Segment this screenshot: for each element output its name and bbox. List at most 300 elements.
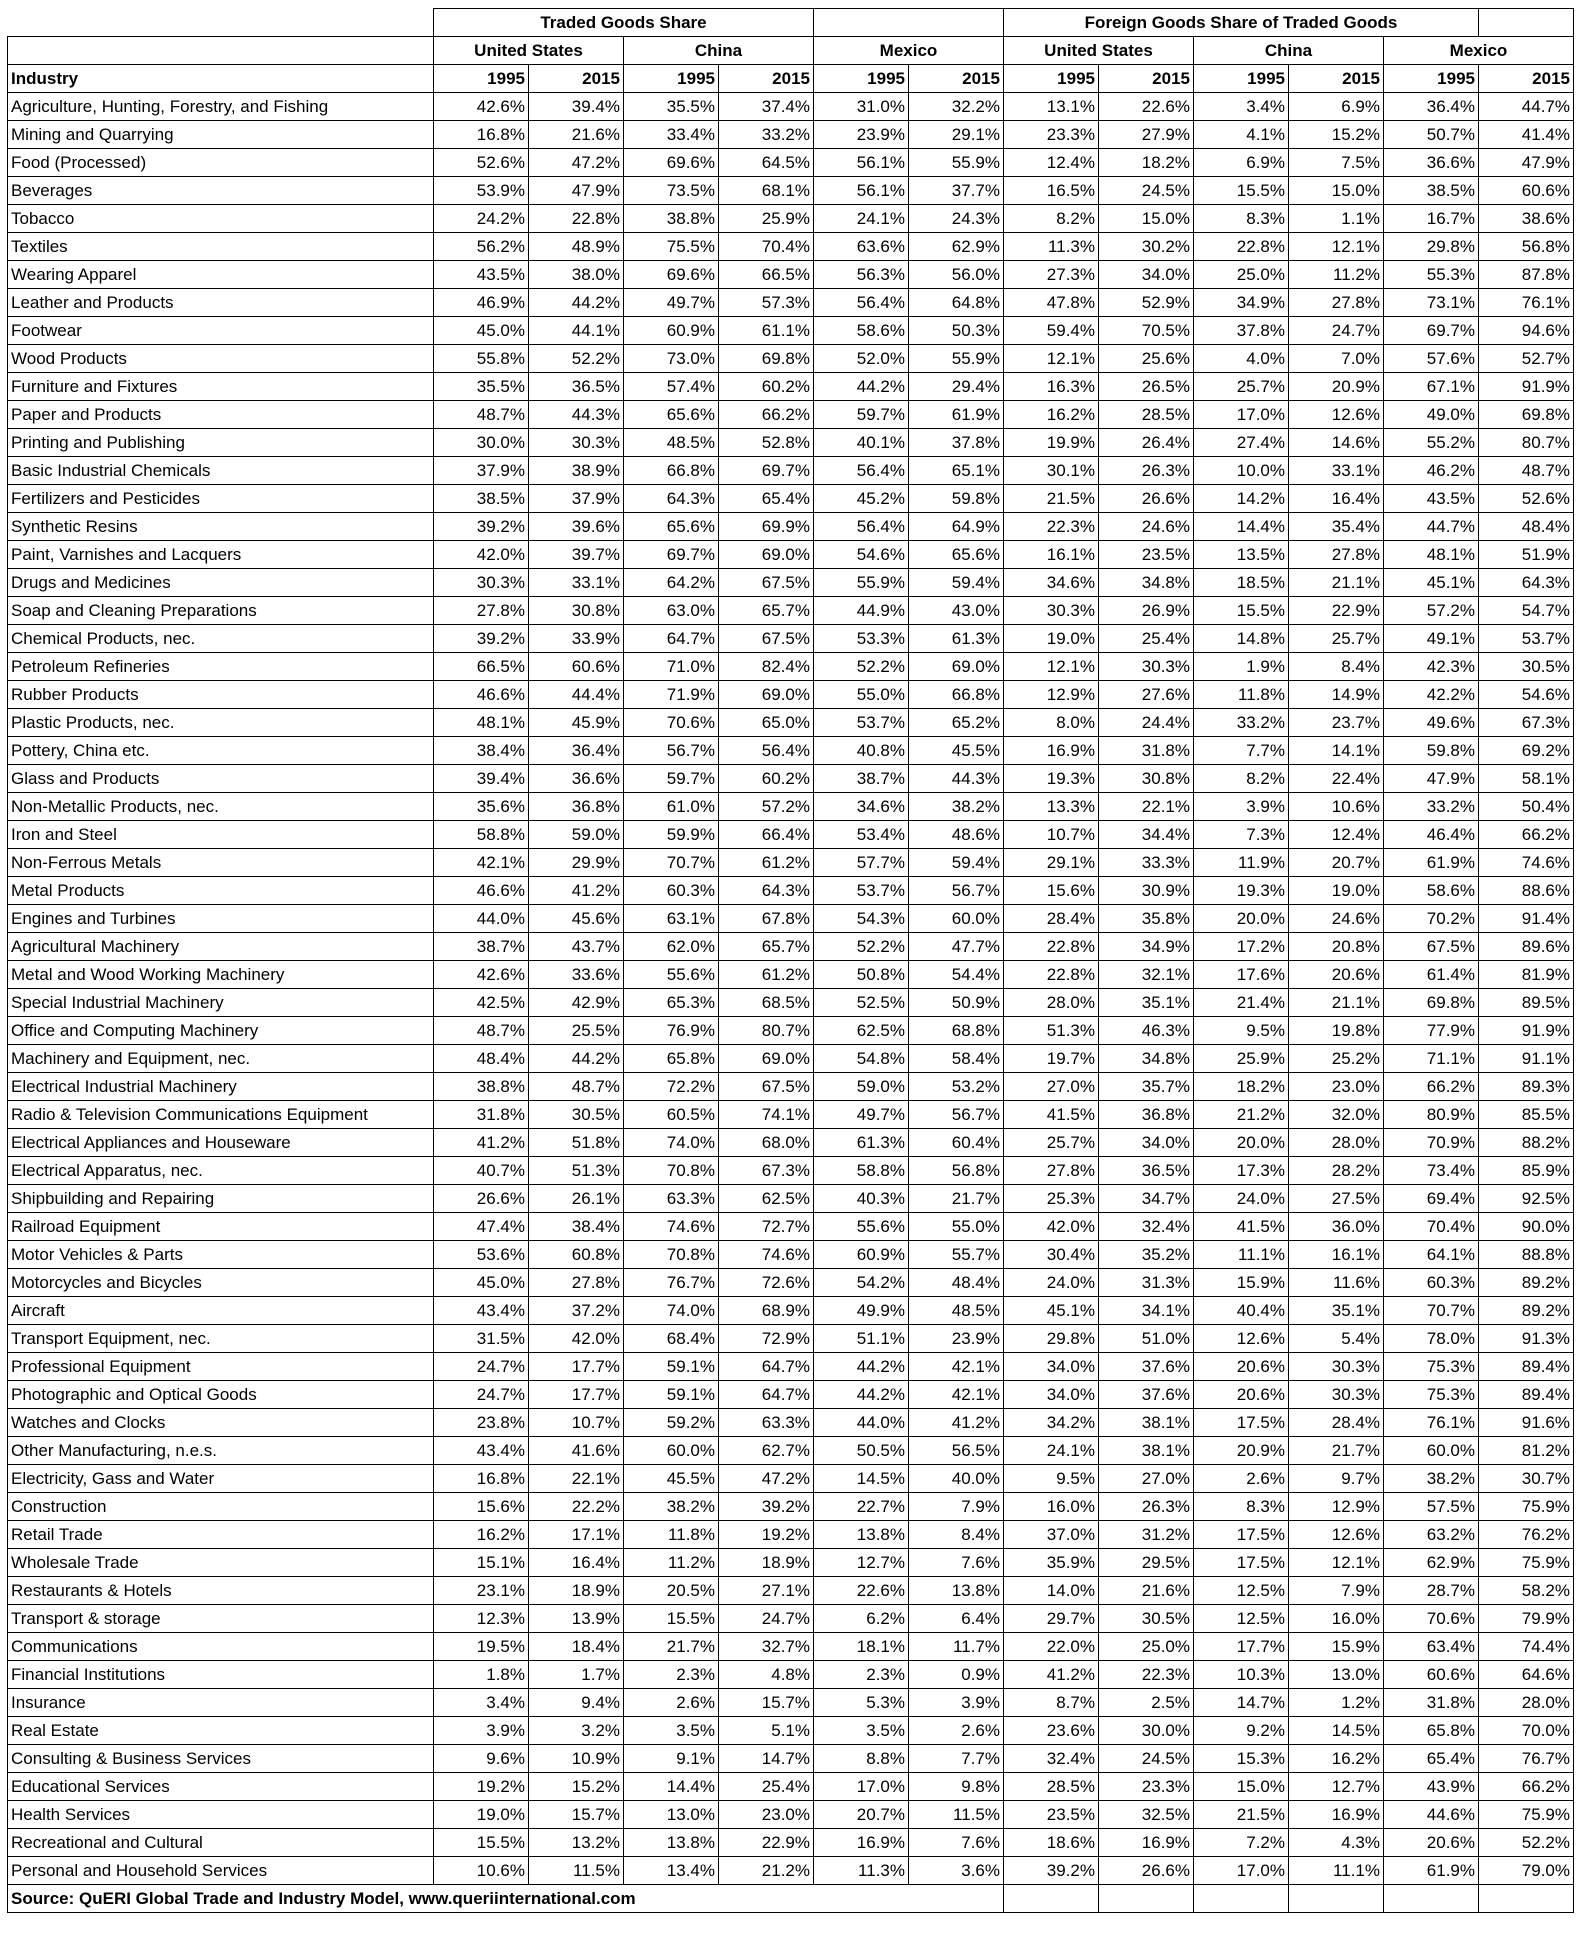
value-cell: 3.2%	[529, 1717, 624, 1745]
value-cell: 25.2%	[1289, 1045, 1384, 1073]
value-cell: 8.2%	[1004, 205, 1099, 233]
value-cell: 22.8%	[529, 205, 624, 233]
value-cell: 19.9%	[1004, 429, 1099, 457]
value-cell: 18.5%	[1194, 569, 1289, 597]
industry-cell: Beverages	[8, 177, 434, 205]
value-cell: 47.8%	[1004, 289, 1099, 317]
table-row	[8, 541, 1574, 569]
value-cell: 21.1%	[1289, 989, 1384, 1017]
value-cell: 91.3%	[1479, 1325, 1574, 1353]
value-cell: 29.8%	[1004, 1325, 1099, 1353]
value-cell: 15.9%	[1194, 1269, 1289, 1297]
value-cell: 35.9%	[1004, 1549, 1099, 1577]
value-cell: 26.5%	[1099, 373, 1194, 401]
value-cell: 31.2%	[1099, 1521, 1194, 1549]
value-cell: 20.0%	[1194, 1129, 1289, 1157]
value-cell: 76.2%	[1479, 1521, 1574, 1549]
value-cell: 49.0%	[1384, 401, 1479, 429]
value-cell: 57.7%	[814, 849, 909, 877]
value-cell: 8.2%	[1194, 765, 1289, 793]
value-cell: 58.8%	[814, 1157, 909, 1185]
value-cell: 61.4%	[1384, 961, 1479, 989]
value-cell: 44.2%	[529, 289, 624, 317]
value-cell: 14.8%	[1194, 625, 1289, 653]
value-cell: 48.4%	[434, 1045, 529, 1073]
industry-cell: Wood Products	[8, 345, 434, 373]
value-cell: 15.5%	[1194, 177, 1289, 205]
value-cell: 10.6%	[434, 1857, 529, 1885]
value-cell: 80.7%	[719, 1017, 814, 1045]
value-cell: 75.9%	[1479, 1549, 1574, 1577]
value-cell: 22.3%	[1099, 1661, 1194, 1689]
value-cell: 22.7%	[814, 1493, 909, 1521]
value-cell: 17.3%	[1194, 1157, 1289, 1185]
value-cell: 64.7%	[719, 1381, 814, 1409]
value-cell: 2.3%	[814, 1661, 909, 1689]
table-row	[8, 1045, 1574, 1073]
industry-cell: Transport & storage	[8, 1605, 434, 1633]
table-row	[8, 373, 1574, 401]
value-cell: 55.3%	[1384, 261, 1479, 289]
value-cell: 37.9%	[434, 457, 529, 485]
value-cell: 29.1%	[909, 121, 1004, 149]
value-cell: 52.7%	[1479, 345, 1574, 373]
value-cell: 20.9%	[1289, 373, 1384, 401]
value-cell: 65.1%	[909, 457, 1004, 485]
value-cell: 35.5%	[624, 93, 719, 121]
value-cell: 61.9%	[1384, 849, 1479, 877]
value-cell: 67.5%	[719, 1073, 814, 1101]
value-cell: 8.7%	[1004, 1689, 1099, 1717]
value-cell: 30.8%	[1099, 765, 1194, 793]
value-cell: 6.9%	[1289, 93, 1384, 121]
value-cell: 55.9%	[909, 345, 1004, 373]
value-cell: 44.2%	[529, 1045, 624, 1073]
value-cell: 73.1%	[1384, 289, 1479, 317]
value-cell: 55.9%	[909, 149, 1004, 177]
value-cell: 67.8%	[719, 905, 814, 933]
value-cell: 24.7%	[434, 1353, 529, 1381]
source-row-cell	[1004, 1885, 1099, 1913]
value-cell: 17.2%	[1194, 933, 1289, 961]
value-cell: 59.1%	[624, 1353, 719, 1381]
value-cell: 17.0%	[814, 1773, 909, 1801]
value-cell: 48.4%	[1479, 513, 1574, 541]
value-cell: 44.2%	[814, 1381, 909, 1409]
value-cell: 61.2%	[719, 849, 814, 877]
industry-cell: Petroleum Refineries	[8, 653, 434, 681]
value-cell: 66.2%	[1384, 1073, 1479, 1101]
value-cell: 69.7%	[719, 457, 814, 485]
value-cell: 23.3%	[1099, 1773, 1194, 1801]
value-cell: 46.2%	[1384, 457, 1479, 485]
value-cell: 7.0%	[1289, 345, 1384, 373]
value-cell: 62.9%	[1384, 1549, 1479, 1577]
value-cell: 11.7%	[909, 1633, 1004, 1661]
value-cell: 48.1%	[434, 709, 529, 737]
value-cell: 70.4%	[719, 233, 814, 261]
value-cell: 12.1%	[1289, 233, 1384, 261]
value-cell: 17.6%	[1194, 961, 1289, 989]
industry-cell: Iron and Steel	[8, 821, 434, 849]
value-cell: 80.9%	[1384, 1101, 1479, 1129]
value-cell: 18.9%	[529, 1577, 624, 1605]
value-cell: 2.6%	[1194, 1465, 1289, 1493]
value-cell: 30.5%	[1479, 653, 1574, 681]
industry-cell: Footwear	[8, 317, 434, 345]
value-cell: 15.6%	[1004, 877, 1099, 905]
value-cell: 18.6%	[1004, 1829, 1099, 1857]
table-row	[8, 1437, 1574, 1465]
industry-cell: Glass and Products	[8, 765, 434, 793]
value-cell: 58.6%	[1384, 877, 1479, 905]
value-cell: 12.4%	[1004, 149, 1099, 177]
value-cell: 12.6%	[1194, 1325, 1289, 1353]
value-cell: 46.4%	[1384, 821, 1479, 849]
value-cell: 22.8%	[1004, 933, 1099, 961]
value-cell: 36.8%	[1099, 1101, 1194, 1129]
value-cell: 69.4%	[1384, 1185, 1479, 1213]
value-cell: 9.4%	[529, 1689, 624, 1717]
value-cell: 44.4%	[529, 681, 624, 709]
value-cell: 69.8%	[1384, 989, 1479, 1017]
value-cell: 69.0%	[719, 541, 814, 569]
value-cell: 38.9%	[529, 457, 624, 485]
value-cell: 23.1%	[434, 1577, 529, 1605]
industry-cell: Furniture and Fixtures	[8, 373, 434, 401]
value-cell: 9.1%	[624, 1745, 719, 1773]
value-cell: 52.5%	[814, 989, 909, 1017]
value-cell: 7.6%	[909, 1549, 1004, 1577]
value-cell: 85.5%	[1479, 1101, 1574, 1129]
value-cell: 28.4%	[1289, 1409, 1384, 1437]
value-cell: 56.7%	[909, 1101, 1004, 1129]
value-cell: 19.3%	[1004, 765, 1099, 793]
value-cell: 60.9%	[814, 1241, 909, 1269]
source-row-cell	[1384, 1885, 1479, 1913]
value-cell: 44.0%	[814, 1409, 909, 1437]
value-cell: 2.5%	[1099, 1689, 1194, 1717]
value-cell: 29.7%	[1004, 1605, 1099, 1633]
table-row	[8, 1185, 1574, 1213]
value-cell: 60.6%	[1384, 1661, 1479, 1689]
industry-cell: Leather and Products	[8, 289, 434, 317]
value-cell: 23.8%	[434, 1409, 529, 1437]
value-cell: 16.0%	[1289, 1605, 1384, 1633]
value-cell: 19.0%	[434, 1801, 529, 1829]
industry-cell: Textiles	[8, 233, 434, 261]
table-row	[8, 1409, 1574, 1437]
value-cell: 30.3%	[1099, 653, 1194, 681]
value-cell: 27.6%	[1099, 681, 1194, 709]
value-cell: 22.4%	[1289, 765, 1384, 793]
value-cell: 10.7%	[529, 1409, 624, 1437]
industry-cell: Soap and Cleaning Preparations	[8, 597, 434, 625]
value-cell: 39.2%	[434, 625, 529, 653]
value-cell: 42.6%	[434, 93, 529, 121]
value-cell: 1.2%	[1289, 1689, 1384, 1717]
value-cell: 41.2%	[1004, 1661, 1099, 1689]
value-cell: 15.0%	[1289, 177, 1384, 205]
value-cell: 32.4%	[1004, 1745, 1099, 1773]
value-cell: 36.5%	[1099, 1157, 1194, 1185]
value-cell: 49.7%	[624, 289, 719, 317]
value-cell: 28.0%	[1289, 1129, 1384, 1157]
value-cell: 69.7%	[624, 541, 719, 569]
value-cell: 64.2%	[624, 569, 719, 597]
value-cell: 29.9%	[529, 849, 624, 877]
industry-cell: Tobacco	[8, 205, 434, 233]
value-cell: 67.5%	[1384, 933, 1479, 961]
table-row	[8, 261, 1574, 289]
value-cell: 24.1%	[1004, 1437, 1099, 1465]
value-cell: 38.6%	[1479, 205, 1574, 233]
value-cell: 53.9%	[434, 177, 529, 205]
value-cell: 89.4%	[1479, 1353, 1574, 1381]
value-cell: 44.9%	[814, 597, 909, 625]
value-cell: 26.3%	[1099, 1493, 1194, 1521]
value-cell: 21.5%	[1194, 1801, 1289, 1829]
value-cell: 65.4%	[719, 485, 814, 513]
value-cell: 46.6%	[434, 681, 529, 709]
industry-cell: Shipbuilding and Repairing	[8, 1185, 434, 1213]
year-header: 1995	[1384, 65, 1479, 93]
industry-cell: Fertilizers and Pesticides	[8, 485, 434, 513]
value-cell: 36.0%	[1289, 1213, 1384, 1241]
value-cell: 65.0%	[719, 709, 814, 737]
value-cell: 20.7%	[1289, 849, 1384, 877]
value-cell: 17.1%	[529, 1521, 624, 1549]
value-cell: 54.7%	[1479, 597, 1574, 625]
value-cell: 50.5%	[814, 1437, 909, 1465]
value-cell: 12.7%	[1289, 1773, 1384, 1801]
value-cell: 59.9%	[624, 821, 719, 849]
source-row-cell	[1194, 1885, 1289, 1913]
value-cell: 16.9%	[814, 1829, 909, 1857]
value-cell: 22.9%	[1289, 597, 1384, 625]
table-row	[8, 1129, 1574, 1157]
value-cell: 64.1%	[1384, 1241, 1479, 1269]
value-cell: 43.5%	[1384, 485, 1479, 513]
table-row	[8, 1465, 1574, 1493]
table-row	[8, 1549, 1574, 1577]
value-cell: 40.0%	[909, 1465, 1004, 1493]
value-cell: 14.7%	[719, 1745, 814, 1773]
value-cell: 76.1%	[1479, 289, 1574, 317]
value-cell: 33.3%	[1099, 849, 1194, 877]
value-cell: 57.6%	[1384, 345, 1479, 373]
value-cell: 56.0%	[909, 261, 1004, 289]
value-cell: 8.0%	[1004, 709, 1099, 737]
value-cell: 57.4%	[624, 373, 719, 401]
value-cell: 10.0%	[1194, 457, 1289, 485]
industry-cell: Aircraft	[8, 1297, 434, 1325]
value-cell: 24.7%	[434, 1381, 529, 1409]
industry-cell: Basic Industrial Chemicals	[8, 457, 434, 485]
value-cell: 17.7%	[1194, 1633, 1289, 1661]
value-cell: 65.7%	[719, 933, 814, 961]
value-cell: 66.2%	[719, 401, 814, 429]
value-cell: 66.2%	[1479, 821, 1574, 849]
value-cell: 23.0%	[719, 1801, 814, 1829]
value-cell: 38.8%	[434, 1073, 529, 1101]
value-cell: 27.8%	[1289, 289, 1384, 317]
value-cell: 20.6%	[1384, 1829, 1479, 1857]
value-cell: 48.6%	[909, 821, 1004, 849]
country-header-row	[8, 37, 1574, 65]
table-row	[8, 1493, 1574, 1521]
value-cell: 16.9%	[1004, 737, 1099, 765]
value-cell: 36.6%	[1384, 149, 1479, 177]
value-cell: 33.9%	[529, 625, 624, 653]
value-cell: 3.9%	[1194, 793, 1289, 821]
value-cell: 39.7%	[529, 541, 624, 569]
value-cell: 90.0%	[1479, 1213, 1574, 1241]
value-cell: 34.9%	[1194, 289, 1289, 317]
value-cell: 63.1%	[624, 905, 719, 933]
value-cell: 46.9%	[434, 289, 529, 317]
value-cell: 60.6%	[1479, 177, 1574, 205]
value-cell: 63.0%	[624, 597, 719, 625]
value-cell: 16.3%	[1004, 373, 1099, 401]
value-cell: 60.2%	[719, 765, 814, 793]
value-cell: 26.6%	[1099, 1857, 1194, 1885]
value-cell: 29.8%	[1384, 233, 1479, 261]
value-cell: 6.9%	[1194, 149, 1289, 177]
value-cell: 48.4%	[909, 1269, 1004, 1297]
value-cell: 54.2%	[814, 1269, 909, 1297]
value-cell: 38.8%	[624, 205, 719, 233]
value-cell: 5.1%	[719, 1717, 814, 1745]
value-cell: 68.4%	[624, 1325, 719, 1353]
value-cell: 43.0%	[909, 597, 1004, 625]
industry-cell: Real Estate	[8, 1717, 434, 1745]
value-cell: 22.3%	[1004, 513, 1099, 541]
value-cell: 63.2%	[1384, 1521, 1479, 1549]
industry-cell: Professional Equipment	[8, 1353, 434, 1381]
value-cell: 20.6%	[1289, 961, 1384, 989]
value-cell: 89.3%	[1479, 1073, 1574, 1101]
value-cell: 74.4%	[1479, 1633, 1574, 1661]
value-cell: 64.9%	[909, 513, 1004, 541]
value-cell: 69.8%	[1479, 401, 1574, 429]
value-cell: 26.9%	[1099, 597, 1194, 625]
value-cell: 17.5%	[1194, 1409, 1289, 1437]
value-cell: 11.6%	[1289, 1269, 1384, 1297]
value-cell: 60.3%	[624, 877, 719, 905]
industry-cell: Railroad Equipment	[8, 1213, 434, 1241]
value-cell: 47.9%	[529, 177, 624, 205]
value-cell: 52.8%	[719, 429, 814, 457]
value-cell: 44.3%	[529, 401, 624, 429]
value-cell: 33.4%	[624, 121, 719, 149]
value-cell: 69.7%	[1384, 317, 1479, 345]
table-row	[8, 1829, 1574, 1857]
value-cell: 45.0%	[434, 317, 529, 345]
year-header-row	[8, 65, 1574, 93]
table-row	[8, 849, 1574, 877]
value-cell: 10.7%	[1004, 821, 1099, 849]
value-cell: 30.7%	[1479, 1465, 1574, 1493]
value-cell: 24.0%	[1194, 1185, 1289, 1213]
value-cell: 28.2%	[1289, 1157, 1384, 1185]
value-cell: 52.9%	[1099, 289, 1194, 317]
value-cell: 22.8%	[1004, 961, 1099, 989]
value-cell: 20.5%	[624, 1577, 719, 1605]
value-cell: 9.5%	[1194, 1017, 1289, 1045]
table-row	[8, 933, 1574, 961]
industry-cell: Communications	[8, 1633, 434, 1661]
value-cell: 20.0%	[1194, 905, 1289, 933]
value-cell: 79.0%	[1479, 1857, 1574, 1885]
value-cell: 8.3%	[1194, 205, 1289, 233]
table-row	[8, 1633, 1574, 1661]
value-cell: 69.6%	[624, 261, 719, 289]
value-cell: 50.7%	[1384, 121, 1479, 149]
value-cell: 64.7%	[719, 1353, 814, 1381]
value-cell: 72.7%	[719, 1213, 814, 1241]
value-cell: 69.0%	[909, 653, 1004, 681]
value-cell: 60.8%	[529, 1241, 624, 1269]
value-cell: 34.1%	[1099, 1297, 1194, 1325]
value-cell: 32.2%	[909, 93, 1004, 121]
value-cell: 70.6%	[1384, 1605, 1479, 1633]
value-cell: 88.6%	[1479, 877, 1574, 905]
value-cell: 88.2%	[1479, 1129, 1574, 1157]
value-cell: 11.1%	[1194, 1241, 1289, 1269]
value-cell: 27.5%	[1289, 1185, 1384, 1213]
value-cell: 34.8%	[1099, 569, 1194, 597]
value-cell: 22.1%	[529, 1465, 624, 1493]
value-cell: 24.1%	[814, 205, 909, 233]
value-cell: 21.5%	[1004, 485, 1099, 513]
value-cell: 73.0%	[624, 345, 719, 373]
value-cell: 20.9%	[1194, 1437, 1289, 1465]
value-cell: 78.0%	[1384, 1325, 1479, 1353]
value-cell: 11.8%	[624, 1521, 719, 1549]
value-cell: 41.2%	[909, 1409, 1004, 1437]
value-cell: 21.7%	[1289, 1437, 1384, 1465]
value-cell: 4.0%	[1194, 345, 1289, 373]
value-cell: 12.5%	[1194, 1577, 1289, 1605]
value-cell: 23.5%	[1004, 1801, 1099, 1829]
value-cell: 27.8%	[1004, 1157, 1099, 1185]
year-header: 2015	[529, 65, 624, 93]
value-cell: 7.7%	[909, 1745, 1004, 1773]
industry-cell: Watches and Clocks	[8, 1409, 434, 1437]
value-cell: 35.7%	[1099, 1073, 1194, 1101]
value-cell: 21.6%	[1099, 1577, 1194, 1605]
value-cell: 26.6%	[1099, 485, 1194, 513]
value-cell: 22.0%	[1004, 1633, 1099, 1661]
value-cell: 30.0%	[434, 429, 529, 457]
value-cell: 55.2%	[1384, 429, 1479, 457]
group-header-spacer-right	[1479, 9, 1574, 37]
table-row	[8, 681, 1574, 709]
value-cell: 24.4%	[1099, 709, 1194, 737]
value-cell: 12.3%	[434, 1605, 529, 1633]
table-row	[8, 765, 1574, 793]
value-cell: 70.8%	[624, 1157, 719, 1185]
value-cell: 66.5%	[434, 653, 529, 681]
table-row	[8, 233, 1574, 261]
value-cell: 19.3%	[1194, 877, 1289, 905]
table-row	[8, 93, 1574, 121]
value-cell: 14.0%	[1004, 1577, 1099, 1605]
value-cell: 43.4%	[434, 1437, 529, 1465]
value-cell: 34.6%	[1004, 569, 1099, 597]
value-cell: 3.5%	[624, 1717, 719, 1745]
